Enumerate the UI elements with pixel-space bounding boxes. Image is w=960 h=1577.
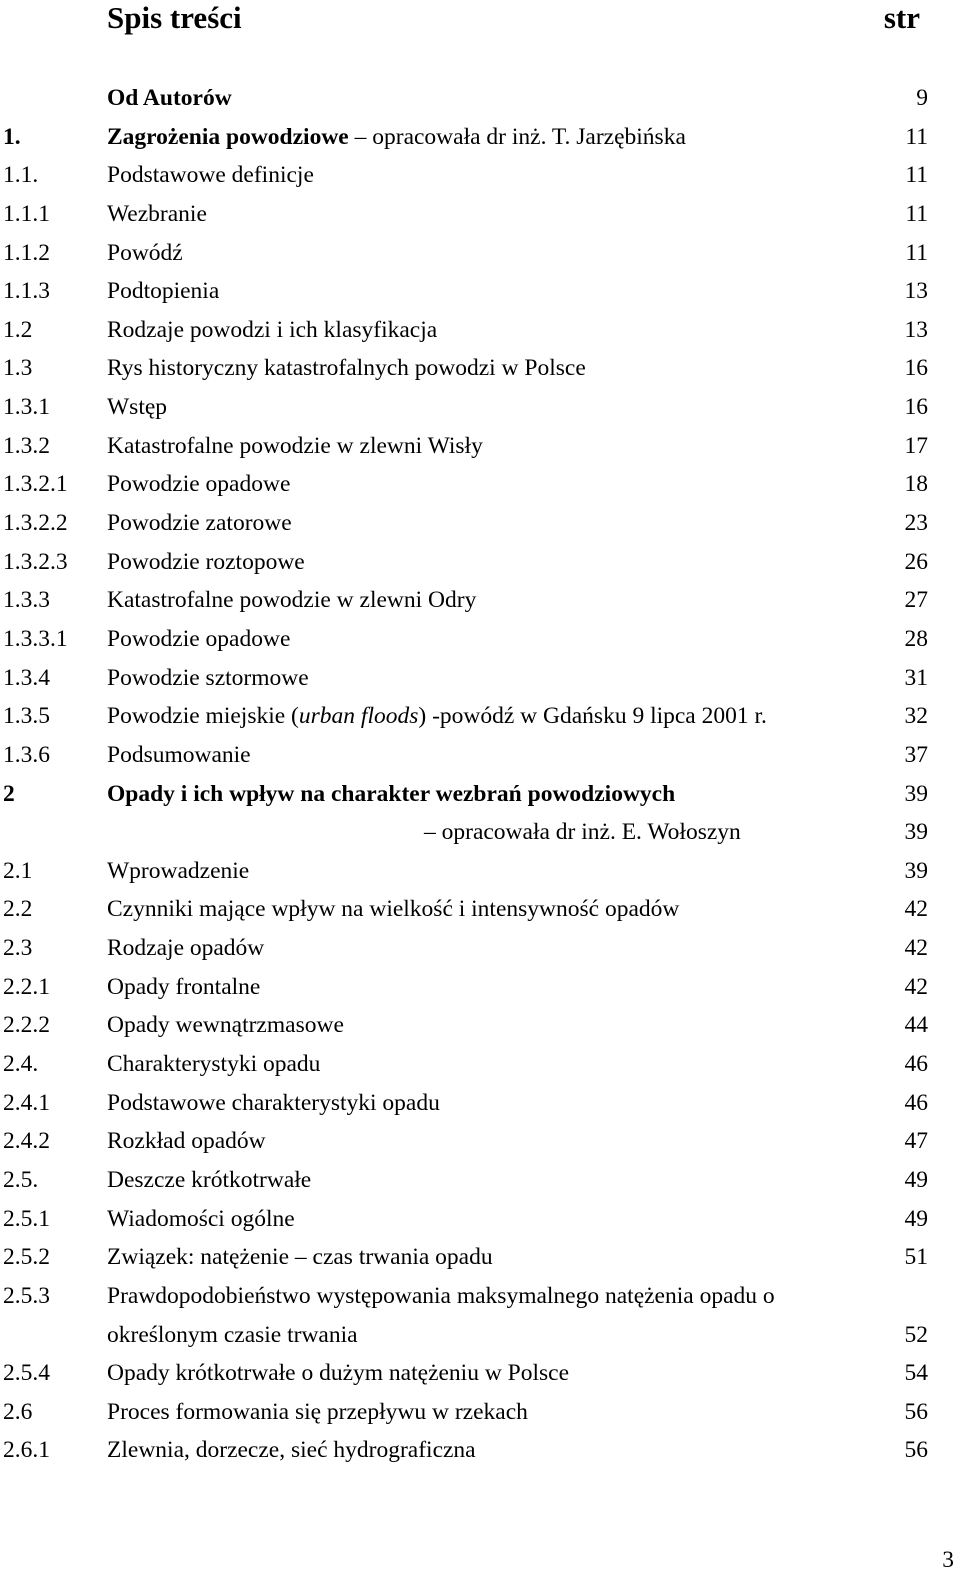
toc-entry [0,234,960,273]
toc-entry [0,118,960,157]
entry-title: Powodzie opadowe [107,471,291,498]
toc-entry [0,813,960,852]
entry-number: 1.3 [3,355,33,382]
toc-entry [0,1238,960,1277]
entry-page: 16 [904,394,928,421]
entry-title: Powodzie opadowe [107,625,291,652]
entry-page: 26 [904,548,928,575]
toc-entry [0,736,960,775]
entry-page: 11 [905,162,928,189]
toc-entry [0,1431,960,1470]
entry-page: 28 [904,625,928,652]
entry-page: 39 [904,819,928,846]
entry-number: 1.1. [3,162,39,189]
entry-number: 2.3 [3,935,33,962]
entry-page: 49 [904,1205,928,1232]
entry-title: Podtopienia [107,278,220,305]
toc-entry [0,504,960,543]
entry-title: Katastrofalne powodzie w zlewni Odry [107,587,477,614]
toc-entry [0,852,960,891]
entry-number: 2.2 [3,896,33,923]
entry-number: 2.2.1 [3,973,50,1000]
toc-entry [0,697,960,736]
entry-number: 1.3.6 [3,741,50,768]
toc-entry [0,1277,960,1316]
entry-title [107,118,686,157]
entry-title: określonym czasie trwania [107,1321,358,1348]
entry-title: Powódź [107,239,183,266]
entry-number: 2.5.4 [3,1360,50,1387]
page-number: 3 [942,1547,954,1573]
toc-entry [0,543,960,582]
entry-title: Powodzie zatorowe [107,510,292,537]
entry-number: 1.1.1 [3,200,50,227]
entry-number: 2.2.2 [3,1012,50,1039]
entry-page: 31 [904,664,928,691]
entry-title: Deszcze krótkotrwałe [107,1166,312,1193]
entry-number: 2.4. [3,1051,39,1078]
entry-number: 2.5.3 [3,1282,50,1309]
entry-number: 1.3.2.2 [3,510,68,537]
entry-title-main: Zagrożenia powodziowe [107,123,349,150]
entry-page: 47 [904,1128,928,1155]
entry-page: 42 [904,935,928,962]
toc-entry [0,581,960,620]
entry-title-author: – opracowała dr inż. T. Jarzębińska [348,123,686,150]
entry-page: 32 [904,703,928,730]
entry-author: – opracowała dr inż. E. Wołoszyn [424,819,741,846]
entry-title [107,697,767,736]
entry-number: 2 [3,780,15,807]
toc-entry [0,195,960,234]
toc-entry [0,79,960,118]
toc-entry [0,427,960,466]
entry-page: 13 [904,278,928,305]
entry-page: 46 [904,1051,928,1078]
entry-title: Opady i ich wpływ na charakter wezbrań powodziowych [107,780,676,807]
entry-title: Podstawowe charakterystyki opadu [107,1089,440,1116]
entry-title: Proces formowania się przepływu w rzekach [107,1398,528,1425]
entry-number: 2.6 [3,1398,33,1425]
entry-number: 1.1.2 [3,239,50,266]
entry-title: Opady wewnątrzmasowe [107,1012,344,1039]
entry-title: Rodzaje powodzi i ich klasyfikacja [107,316,438,343]
toc-entry [0,1316,960,1355]
entry-title: Katastrofalne powodzie w zlewni Wisły [107,432,483,459]
entry-page: 17 [904,432,928,459]
entry-title: Podsumowanie [107,741,251,768]
entry-page: 9 [916,85,928,111]
page-title: Spis treści [107,0,242,35]
entry-title-part: ) -powódź w Gdańsku 9 lipca 2001 r. [418,703,767,730]
toc-entry [0,311,960,350]
entry-title: Rozkład opadów [107,1128,266,1155]
table-of-contents [0,79,960,1470]
entry-title: Wprowadzenie [107,857,250,884]
entry-page: 44 [904,1012,928,1039]
entry-number: 2.4.2 [3,1128,50,1155]
entry-title: Powodzie sztormowe [107,664,309,691]
toc-entry [0,1161,960,1200]
toc-entry [0,1122,960,1161]
entry-page: 39 [904,780,928,807]
entry-title: Związek: natężenie – czas trwania opadu [107,1244,493,1271]
entry-number: 1.3.1 [3,394,50,421]
entry-page: 27 [904,587,928,614]
entry-title: Zlewnia, dorzecze, sieć hydrograficzna [107,1437,476,1464]
entry-page: 16 [904,355,928,382]
entry-page: 39 [904,857,928,884]
entry-page: 13 [904,316,928,343]
entry-title-part: Powodzie miejskie ( [107,703,299,730]
entry-number: 2.1 [3,857,33,884]
entry-page: 49 [904,1166,928,1193]
entry-page: 11 [905,239,928,266]
entry-page: 42 [904,973,928,1000]
entry-number: 1.3.2 [3,432,50,459]
entry-number: 1.3.3 [3,587,50,614]
toc-entry [0,349,960,388]
entry-title: Wiadomości ogólne [107,1205,295,1232]
entry-number: 2.6.1 [3,1437,50,1464]
toc-entry [0,890,960,929]
entry-number: 1.3.3.1 [3,625,68,652]
entry-number: 1.3.5 [3,703,50,730]
entry-number: 1.3.4 [3,664,50,691]
entry-number: 1.2 [3,316,33,343]
toc-entry [0,1354,960,1393]
entry-title: Opady krótkotrwałe o dużym natężeniu w Polsce [107,1360,570,1387]
entry-title: Prawdopodobieństwo występowania maksymalnego natężenia opadu o [107,1282,775,1309]
entry-title: Czynniki mające wpływ na wielkość i intensywność opadów [107,896,680,923]
entry-page: 18 [904,471,928,498]
toc-entry [0,929,960,968]
toc-entry [0,388,960,427]
toc-entry [0,1045,960,1084]
entry-page: 56 [904,1437,928,1464]
toc-entry [0,659,960,698]
entry-title: Powodzie roztopowe [107,548,305,575]
entry-page: 23 [904,510,928,537]
entry-page: 51 [904,1244,928,1271]
entry-page: 52 [904,1321,928,1348]
toc-entry [0,620,960,659]
entry-number: 2.4.1 [3,1089,50,1116]
entry-title: Charakterystyki opadu [107,1051,321,1078]
entry-page: 37 [904,741,928,768]
entry-title: Wezbranie [107,200,207,227]
entry-page: 46 [904,1089,928,1116]
entry-number: 2.5.1 [3,1205,50,1232]
entry-number: 2.5. [3,1166,39,1193]
toc-entry [0,465,960,504]
entry-number: 2.5.2 [3,1244,50,1271]
entry-number: 1.3.2.3 [3,548,68,575]
entry-title: Opady frontalne [107,973,261,1000]
entry-title: Podstawowe definicje [107,162,314,189]
entry-page: 11 [905,123,928,150]
entry-number: 1. [3,123,21,150]
entry-page: 54 [904,1360,928,1387]
toc-entry [0,272,960,311]
entry-title: Rodzaje opadów [107,935,265,962]
entry-number: 1.3.2.1 [3,471,68,498]
entry-title: Rys historyczny katastrofalnych powodzi w Polsce [107,355,586,382]
entry-page: 11 [905,200,928,227]
toc-entry [0,156,960,195]
entry-page: 42 [904,896,928,923]
toc-entry [0,1393,960,1432]
entry-number: 1.1.3 [3,278,50,305]
entry-title-italic: urban floods [298,703,419,730]
entry-page: 56 [904,1398,928,1425]
page-column-label: str [883,0,920,35]
toc-entry [0,1006,960,1045]
toc-entry [0,968,960,1007]
entry-title: Wstęp [107,394,168,421]
toc-entry [0,1200,960,1239]
toc-entry [0,1084,960,1123]
toc-entry [0,775,960,814]
entry-title: Od Autorów [107,85,232,111]
toc-header [0,0,960,50]
